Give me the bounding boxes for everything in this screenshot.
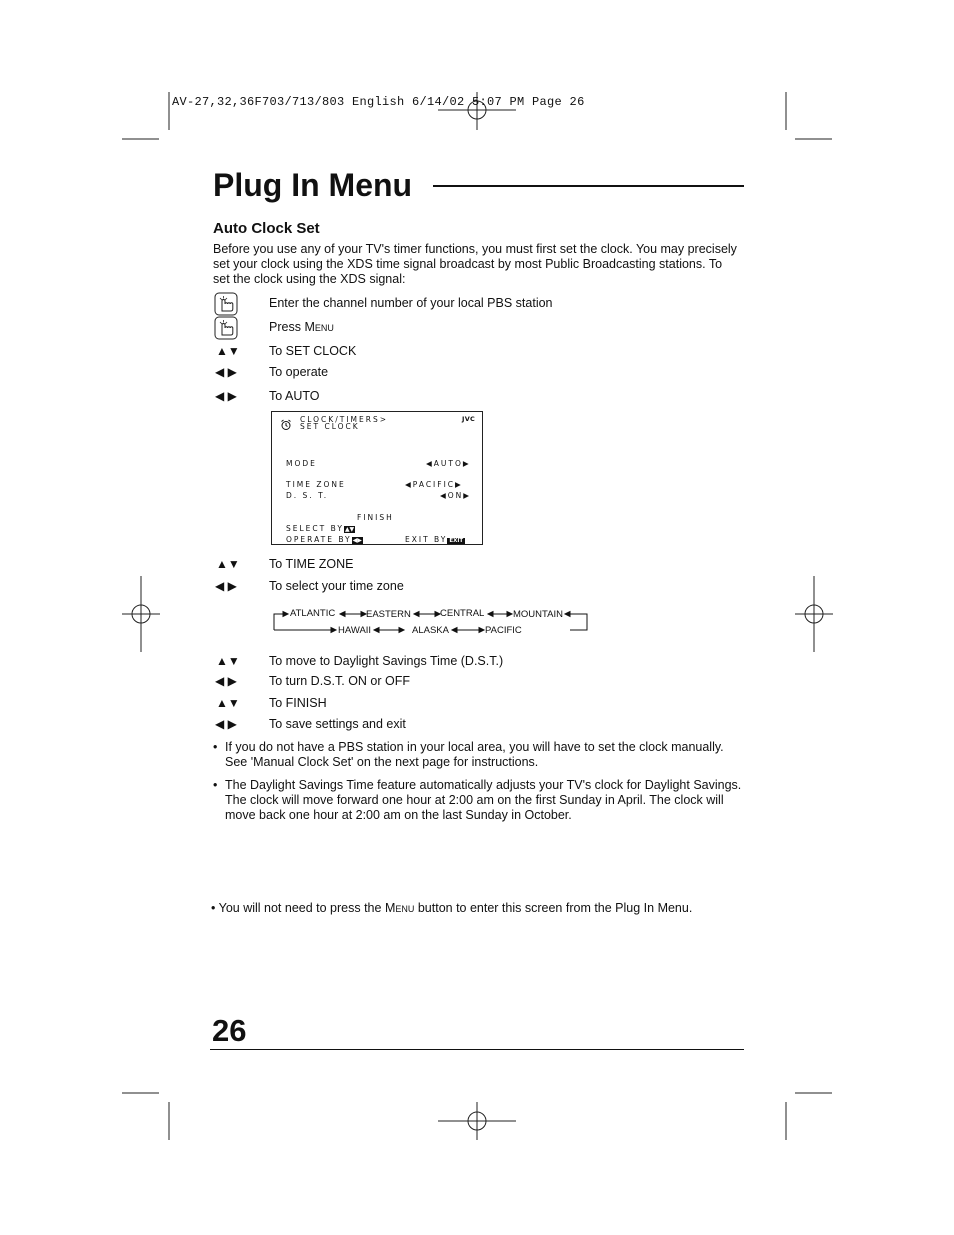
left-right-arrows-icon: ◀ ▶ <box>215 389 237 403</box>
step-auto: To AUTO <box>269 389 320 403</box>
osd-timezone-value: ◀PACIFIC▶ <box>405 480 463 489</box>
step-toggle-dst: To turn D.S.T. ON or OFF <box>269 674 410 688</box>
left-right-arrows-icon: ◀ ▶ <box>215 674 237 688</box>
up-down-arrows-icon: ▲▼ <box>216 344 240 358</box>
bullet-marker: • <box>213 740 218 754</box>
osd-select-label: SELECT BY▲▼ <box>286 524 355 533</box>
intro-line: set your clock using the XDS time signal broadcast by most Public Broadcasting stations. To <box>213 257 723 271</box>
alarm-clock-icon <box>280 418 292 436</box>
up-down-key-icon: ▲▼ <box>344 526 355 533</box>
bullet-marker: • <box>213 778 218 792</box>
left-right-key-icon: ◀▶ <box>352 537 362 544</box>
step-finish: To FINISH <box>269 696 327 710</box>
tz-alaska: ALASKA <box>412 625 449 636</box>
up-down-arrows-icon: ▲▼ <box>216 696 240 710</box>
footer-rule <box>210 1049 744 1050</box>
osd-screen <box>271 411 483 545</box>
left-right-arrows-icon: ◀ ▶ <box>215 365 237 379</box>
step-time-zone: To TIME ZONE <box>269 557 354 571</box>
print-header: AV-27,32,36F703/713/803 English 6/14/02 5:07 PM Page 26 <box>172 95 585 109</box>
left-right-arrows-icon: ◀ ▶ <box>215 579 237 593</box>
step-operate: To operate <box>269 365 329 379</box>
osd-mode-value: ◀AUTO▶ <box>426 459 471 468</box>
section-heading: Auto Clock Set <box>213 220 320 237</box>
intro-paragraph <box>213 242 737 287</box>
note-dst: The Daylight Savings Time feature automatically adjusts your TV's clock for Daylight Savings. The clock will move forward one hour at 2:00 am on the first Sunday in April. The clock will move back one hour at 2:00 am on the last Sunday in October. <box>225 778 742 822</box>
tz-mountain: MOUNTAIN <box>513 609 563 620</box>
page-number: 26 <box>212 1013 247 1048</box>
osd-mode-label: MODE <box>286 459 317 468</box>
osd-dst-label: D. S. T. <box>286 491 329 500</box>
left-right-arrows-icon: ◀ ▶ <box>215 717 237 731</box>
step-save-exit: To save settings and exit <box>269 717 406 731</box>
step-set-clock: To SET CLOCK <box>269 344 357 358</box>
step-press-menu: Press Menu <box>269 320 334 334</box>
title-rule <box>433 185 744 187</box>
tz-hawaii: HAWAII <box>338 625 372 636</box>
osd-timezone-label: TIME ZONE <box>286 480 346 489</box>
footnote: • You will not need to press the Menu button to enter this screen from the Plug In Menu. <box>211 901 693 915</box>
page-title: Plug In Menu <box>213 167 413 203</box>
jvc-logo: JVC <box>462 415 476 423</box>
step-select-zone: To select your time zone <box>269 579 404 593</box>
up-down-arrows-icon: ▲▼ <box>216 654 240 668</box>
tz-atlantic: ATLANTIC <box>290 608 336 619</box>
tz-eastern: EASTERN <box>366 609 411 620</box>
osd-submenu: SET CLOCK <box>300 422 360 431</box>
osd-dst-value: ◀ON▶ <box>440 491 472 500</box>
up-down-arrows-icon: ▲▼ <box>216 557 240 571</box>
step-enter-channel: Enter the channel number of your local PBS station <box>269 296 553 310</box>
intro-line: Before you use any of your TV's timer functions, you must first set the clock. You may precisely <box>213 242 737 256</box>
exit-key-icon: EXIT <box>449 538 464 544</box>
note-no-pbs: If you do not have a PBS station in your local area, you will have to set the clock manually. See 'Manual Clock Set' on the next page for instructions. <box>225 740 724 769</box>
osd-finish: FINISH <box>357 513 394 522</box>
step-move-dst: To move to Daylight Savings Time (D.S.T.) <box>269 654 504 668</box>
tz-pacific: PACIFIC <box>485 625 522 636</box>
tz-central: CENTRAL <box>440 608 485 619</box>
osd-operate-label: OPERATE BY◀▶ <box>286 535 362 544</box>
osd-menu-path: CLOCK/TIMERS> <box>300 415 388 424</box>
intro-line: set the clock using the XDS signal: <box>213 272 406 286</box>
remote-hand-icon <box>214 316 238 345</box>
osd-exit-label: EXIT BY EXIT <box>405 535 464 544</box>
